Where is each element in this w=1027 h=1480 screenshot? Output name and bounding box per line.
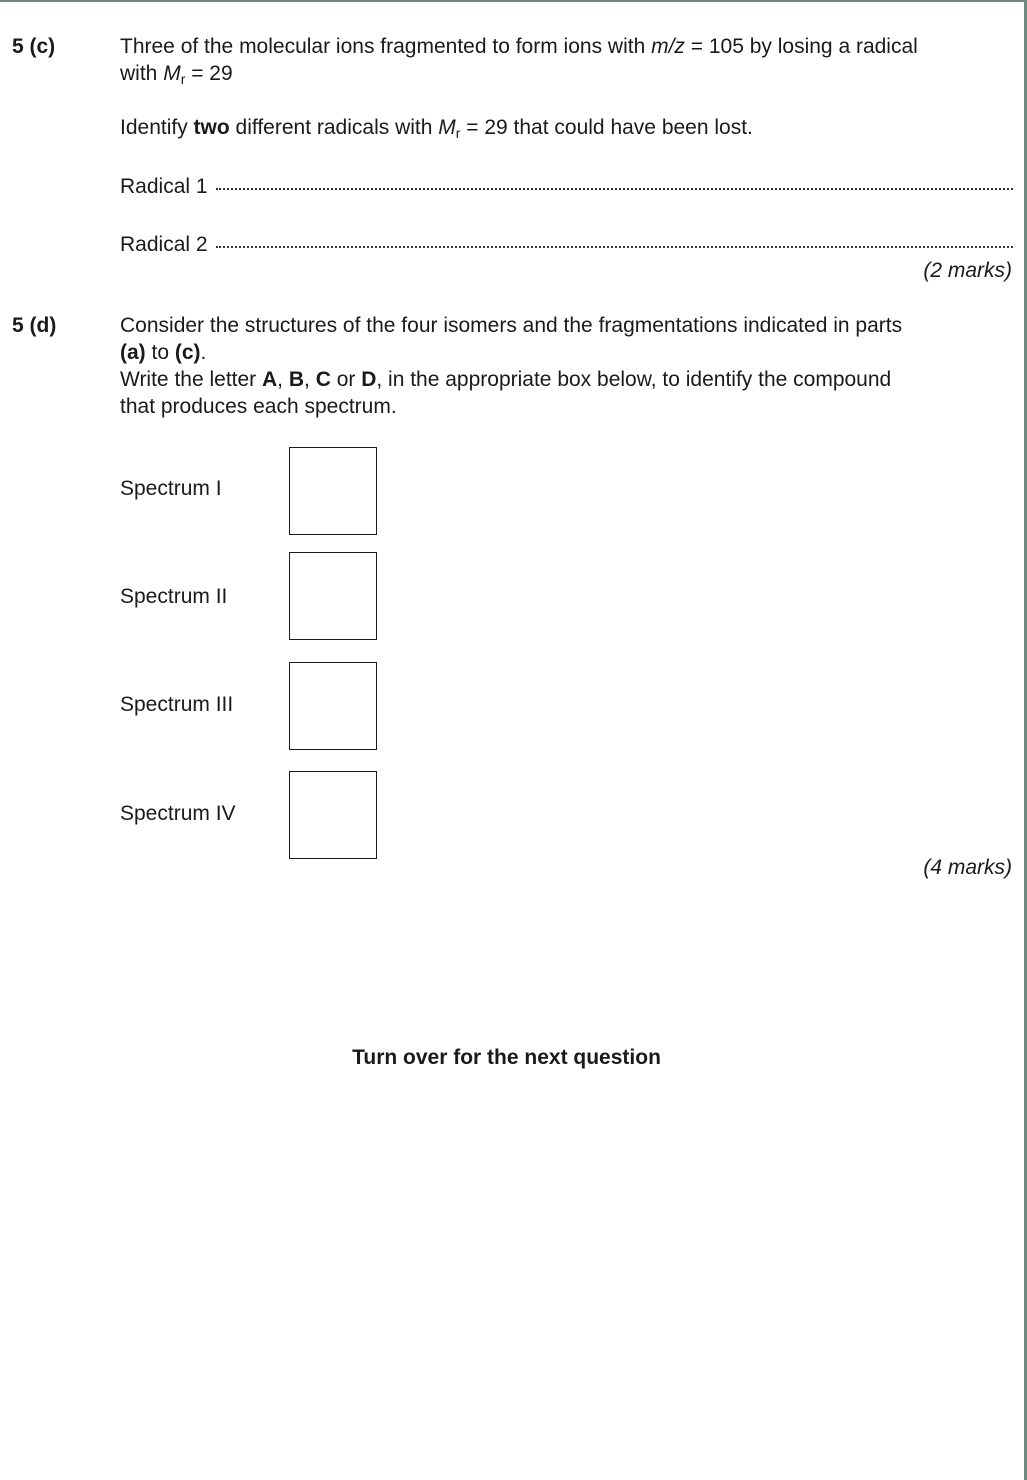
spectrum-2-answer-box[interactable]: [289, 552, 377, 640]
separator: ,: [277, 368, 289, 391]
spectrum-1-answer-box[interactable]: [289, 447, 377, 535]
spectrum-3-label: Spectrum III: [120, 693, 234, 716]
letter-d: D: [361, 368, 377, 391]
question-text-line: Consider the structures of the four isomers and the fragmentations indicated in parts: [120, 314, 903, 337]
question-5c-intro: [120, 33, 1015, 89]
spectrum-4-answer-box[interactable]: [289, 771, 377, 859]
radical-1-label: Radical 1: [120, 175, 208, 198]
mr-symbol: M: [163, 62, 181, 85]
page-top-border: [0, 0, 1027, 2]
question-number-5d: 5 (d): [12, 314, 57, 337]
dotted-answer-line[interactable]: [216, 188, 1013, 190]
question-text: Write the letter: [120, 368, 262, 391]
spectrum-1-label: Spectrum I: [120, 477, 222, 500]
mz-symbol: m/z: [651, 35, 685, 58]
spectrum-3-answer-box[interactable]: [289, 662, 377, 750]
part-ref-a: (a): [120, 341, 146, 364]
instruction-text-2: different radicals with: [229, 116, 439, 139]
intro-text-3: with: [120, 62, 164, 85]
question-text: , in the appropriate box below, to identify the compound: [376, 368, 892, 391]
radical-2-label: Radical 2: [120, 233, 208, 256]
intro-text-4: = 29: [185, 62, 233, 85]
intro-text-2: = 105 by losing a radical: [684, 35, 918, 58]
dotted-answer-line[interactable]: [216, 246, 1013, 248]
part-ref-c: (c): [174, 341, 201, 364]
question-text: to: [145, 341, 175, 364]
mr-symbol: M: [438, 116, 456, 139]
question-5c-instruction: [120, 114, 1015, 143]
letter-b: B: [288, 368, 305, 391]
spectrum-2-label: Spectrum II: [120, 585, 228, 608]
letter-c: C: [315, 368, 331, 391]
question-5d-text: [120, 312, 1015, 420]
radical-1-answer-line[interactable]: [120, 173, 1013, 200]
mr-subscript: r: [180, 71, 186, 87]
separator: ,: [304, 368, 316, 391]
question-text-line: that produces each spectrum.: [120, 395, 397, 418]
mr-subscript: r: [455, 125, 461, 141]
letter-a: A: [262, 368, 278, 391]
instruction-text: Identify: [120, 116, 194, 139]
question-text: .: [200, 341, 207, 364]
intro-text: Three of the molecular ions fragmented to form ions with: [120, 35, 652, 58]
question-number-5c: 5 (c): [12, 35, 56, 58]
marks-5d: (4 marks): [923, 856, 1012, 879]
spectrum-4-label: Spectrum IV: [120, 802, 236, 825]
instruction-emphasis: two: [193, 116, 230, 139]
turn-over-note: Turn over for the next question: [352, 1046, 661, 1069]
radical-2-answer-line[interactable]: [120, 231, 1013, 258]
separator: or: [330, 368, 362, 391]
marks-5c: (2 marks): [923, 259, 1012, 282]
instruction-text-3: = 29 that could have been lost.: [460, 116, 753, 139]
